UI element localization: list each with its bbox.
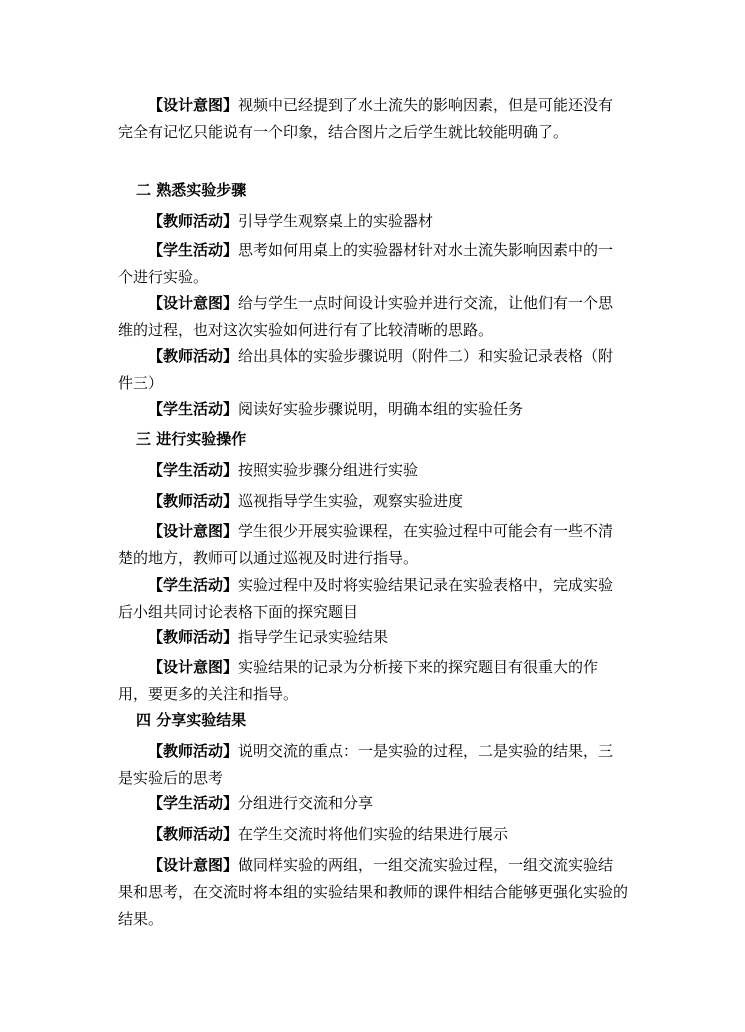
paragraph-text: 学生很少开展实验课程，在实验过程中可能会有一些不清楚的地方，教师可以通过巡视及时进行指导。: [118, 522, 614, 567]
paragraph-text: 给与学生一点时间设计实验并进行交流，让他们有一个思维的过程，也对这次实验如何进行有了比较清晰的思路。: [118, 294, 614, 339]
paragraph-student-activity: [118, 572, 628, 626]
paragraph-text: 给出具体的实验步骤说明（附件二）和实验记录表格（附件三）: [118, 347, 614, 392]
paragraph-text: 实验过程中及时将实验结果记录在实验表格中，完成实验后小组共同讨论表格下面的探究题目: [118, 576, 614, 621]
paragraph-student-activity: [118, 237, 628, 291]
paragraph-design-intent: [118, 290, 628, 344]
paragraph-tag: 【教师活动】: [148, 347, 239, 365]
paragraph-text: 阅读好实验步骤说明，明确本组的实验任务: [238, 400, 524, 418]
paragraph-tag: 【学生活动】: [148, 241, 239, 259]
paragraph-teacher-activity: [118, 624, 628, 651]
section-heading: 三 进行实验操作: [136, 430, 247, 448]
paragraph-text: 指导学生记录实验结果: [238, 628, 389, 646]
paragraph-design-intent: [118, 518, 628, 572]
paragraph-tag: 【教师活动】: [148, 212, 239, 230]
paragraph-tag: 【学生活动】: [148, 794, 239, 812]
section-heading: 二 熟悉实验步骤: [136, 181, 247, 199]
paragraph-tag: 【设计意图】: [148, 856, 239, 874]
paragraph-text: 说明交流的重点：一是实验的过程，二是实验的结果，三是实验后的思考: [118, 742, 614, 787]
paragraph-tag: 【教师活动】: [148, 742, 239, 760]
paragraph-tag: 【教师活动】: [148, 825, 239, 843]
paragraph-text: 引导学生观察桌上的实验器材: [238, 212, 434, 230]
paragraph-tag: 【设计意图】: [148, 522, 239, 540]
paragraph-design-intent: [118, 654, 628, 708]
paragraph-text: 做同样实验的两组，一组交流实验过程，一组交流实验结果和思考，在交流时将本组的实验结果和教师的课件相结合能够更强化实验的结果。: [118, 856, 629, 928]
paragraph-teacher-activity: [118, 343, 628, 397]
paragraph-tag: 【教师活动】: [148, 492, 239, 510]
paragraph-tag: 【学生活动】: [148, 400, 239, 418]
paragraph-teacher-activity: [118, 738, 628, 792]
paragraph-student-activity: [118, 790, 628, 817]
paragraph-student-activity: [118, 457, 628, 484]
paragraph-tag: 【学生活动】: [148, 576, 239, 594]
paragraph-tag: 【教师活动】: [148, 628, 239, 646]
paragraph-text: 视频中已经提到了水土流失的影响因素，但是可能还没有完全有记忆只能说有一个印象，结合图片之后学生就比较能明确了。: [118, 96, 614, 141]
paragraph-tag: 【设计意图】: [148, 294, 239, 312]
paragraph-tag: 【设计意图】: [148, 96, 239, 114]
paragraph-text: 分组进行交流和分享: [238, 794, 374, 812]
paragraph-text: 在学生交流时将他们实验的结果进行展示: [238, 825, 509, 843]
paragraph-text: 思考如何用桌上的实验器材针对水土流失影响因素中的一个进行实验。: [118, 241, 614, 286]
paragraph-teacher-activity: [118, 821, 628, 848]
paragraph-tag: 【学生活动】: [148, 461, 239, 479]
paragraph-text: 巡视指导学生实验，观察实验进度: [238, 492, 464, 510]
paragraph-text: 按照实验步骤分组进行实验: [238, 461, 419, 479]
paragraph-teacher-activity: [118, 488, 628, 515]
paragraph-tag: 【设计意图】: [148, 658, 239, 676]
section-heading: 四 分享实验结果: [136, 711, 247, 729]
paragraph-text: 实验结果的记录为分析接下来的探究题目有很重大的作用，要更多的关注和指导。: [118, 658, 599, 703]
paragraph-teacher-activity: [118, 208, 628, 235]
paragraph-design-intent: [118, 92, 628, 146]
paragraph-design-intent: [118, 852, 628, 933]
paragraph-student-activity: [118, 396, 628, 423]
